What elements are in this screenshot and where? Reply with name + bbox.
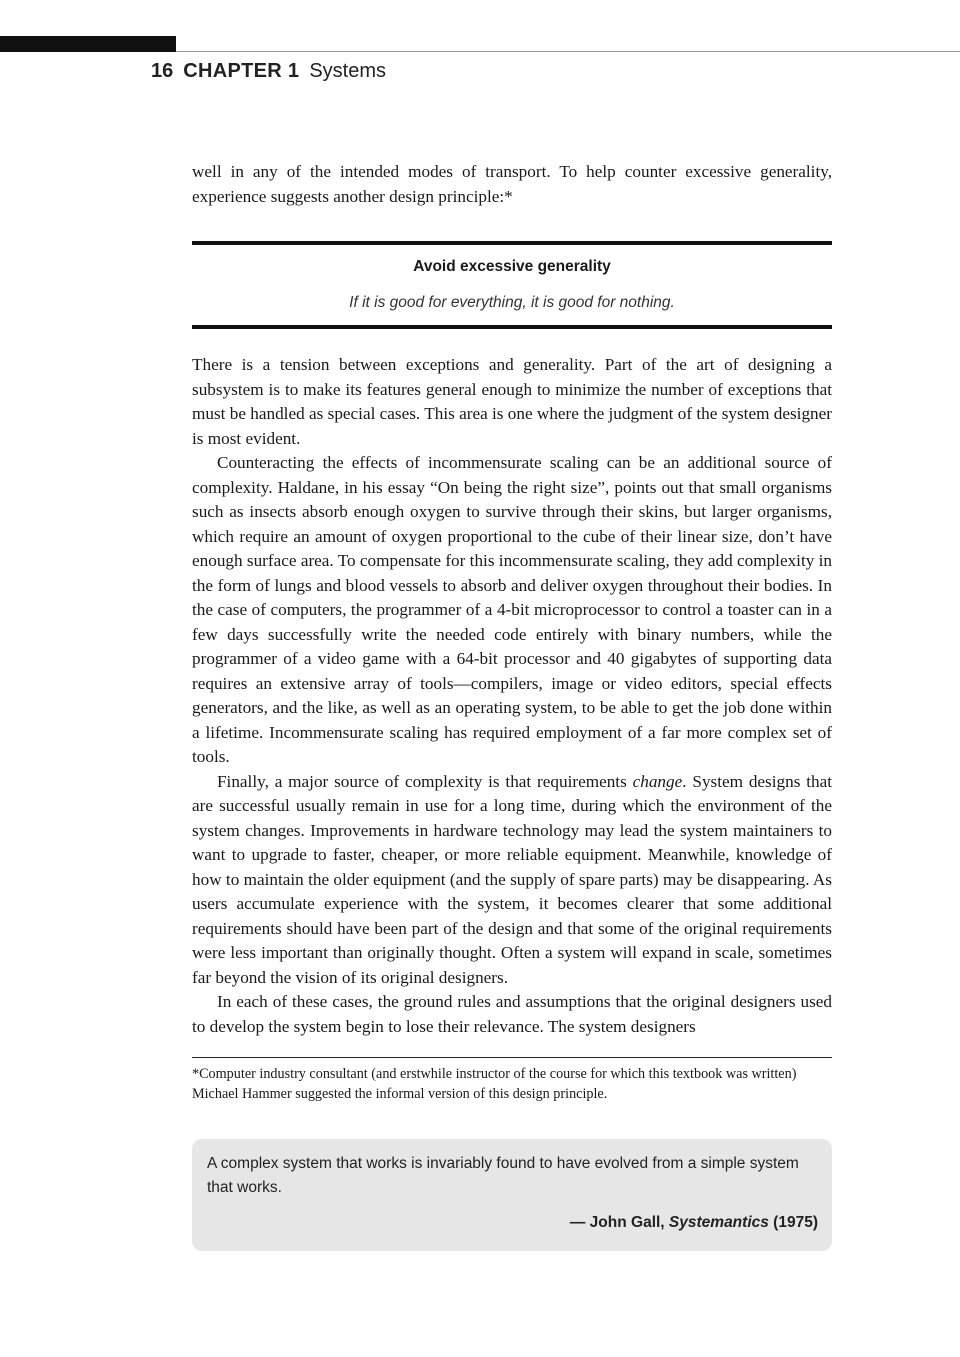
principle-bottom-rule [192,325,832,329]
quote-author: — John Gall, [569,1214,669,1231]
quote-work: Systemantics [668,1214,769,1231]
quote-text: A complex system that works is invariably found to have evolved from a simple system that works. [207,1155,799,1196]
running-head [151,60,386,88]
intro-text [192,160,832,209]
principle-top-rule [192,241,832,245]
page-number: 16 [151,60,174,82]
header-black-bar [0,36,176,52]
body-text [192,353,832,1039]
header-rule [176,51,960,52]
paragraph-3 [192,770,832,991]
chapter-title: Systems [309,60,386,82]
chapter-label: CHAPTER 1 [183,60,300,82]
paragraph-4: In each of these cases, the ground rules and assumptions that the original designers used to develop the system begin to lose their relevance. The system designers [192,992,832,1036]
quote-attribution [570,1214,818,1232]
paragraph-3-end: . System designs that are successful usually remain in use for a long time, during which the environment of the system changes. Improvements in hardware technology may lead the system maintainers to want to upgrade to faster, cheaper, or more reliable equipment. Meanwhile, knowledge of how to maintain the older equipment (and the supply of spare parts) may be disappearing. As users accumulate experience with the system, it becomes clearer that some additional requirements should have been part of the design and that some of the original requirements were less important than originally thought. Often a system will expand in scale, sometimes far beyond the vision of its original designers. [192,771,833,987]
principle-title: Avoid excessive generality [413,258,611,275]
quote-box [192,1139,832,1251]
paragraph-3-emphasis: change [632,771,683,791]
paragraph-3-start: Finally, a major source of complexity is that requirements [217,771,633,791]
paragraph-1: There is a tension between exceptions and generality. Part of the art of designing a subsystem is to make its features general enough to minimize the number of exceptions that must be handled as special cases. This area is one where the judgment of the system designer is most evident. [192,355,832,448]
principle-text: If it is good for everything, it is good for nothing. [349,294,675,311]
footnote: *Computer industry consultant (and erstwhile instructor of the course for which this textbook was written) Michael Hammer suggested the informal version of this design principle. [192,1066,797,1102]
design-principle-box [192,241,832,330]
paragraph-2: Counteracting the effects of incommensurate scaling can be an additional source of complexity. Haldane, in his essay “On being the right size”, points out that small organisms such as insects absorb enough oxygen to survive through their skins, but larger organisms, which require an amount of oxygen proportional to the cube of their linear size, don’t have enough surface area. To compensate for this incommensurate scaling, they add complexity in the form of lungs and blood vessels to absorb and deliver oxygen throughout their bodies. In the case of computers, the programmer of a 4-bit microprocessor to control a toaster can in a few days successfully write the needed code entirely with binary numbers, while the programmer of a video game with a 64-bit processor and 40 gigabytes of supporting data requires an extensive array of tools—compilers, image or video editors, special effects generators, and the like, as well as an operating system, to be able to get the job done within a lifetime. Incommensurate scaling has required employment of a far more complex set of tools. [192,453,832,766]
footnote-rule [192,1057,832,1058]
intro-paragraph: well in any of the intended modes of transport. To help counter excessive generality, experience suggests another design principle:* [192,162,832,206]
quote-year: (1975) [768,1214,818,1231]
